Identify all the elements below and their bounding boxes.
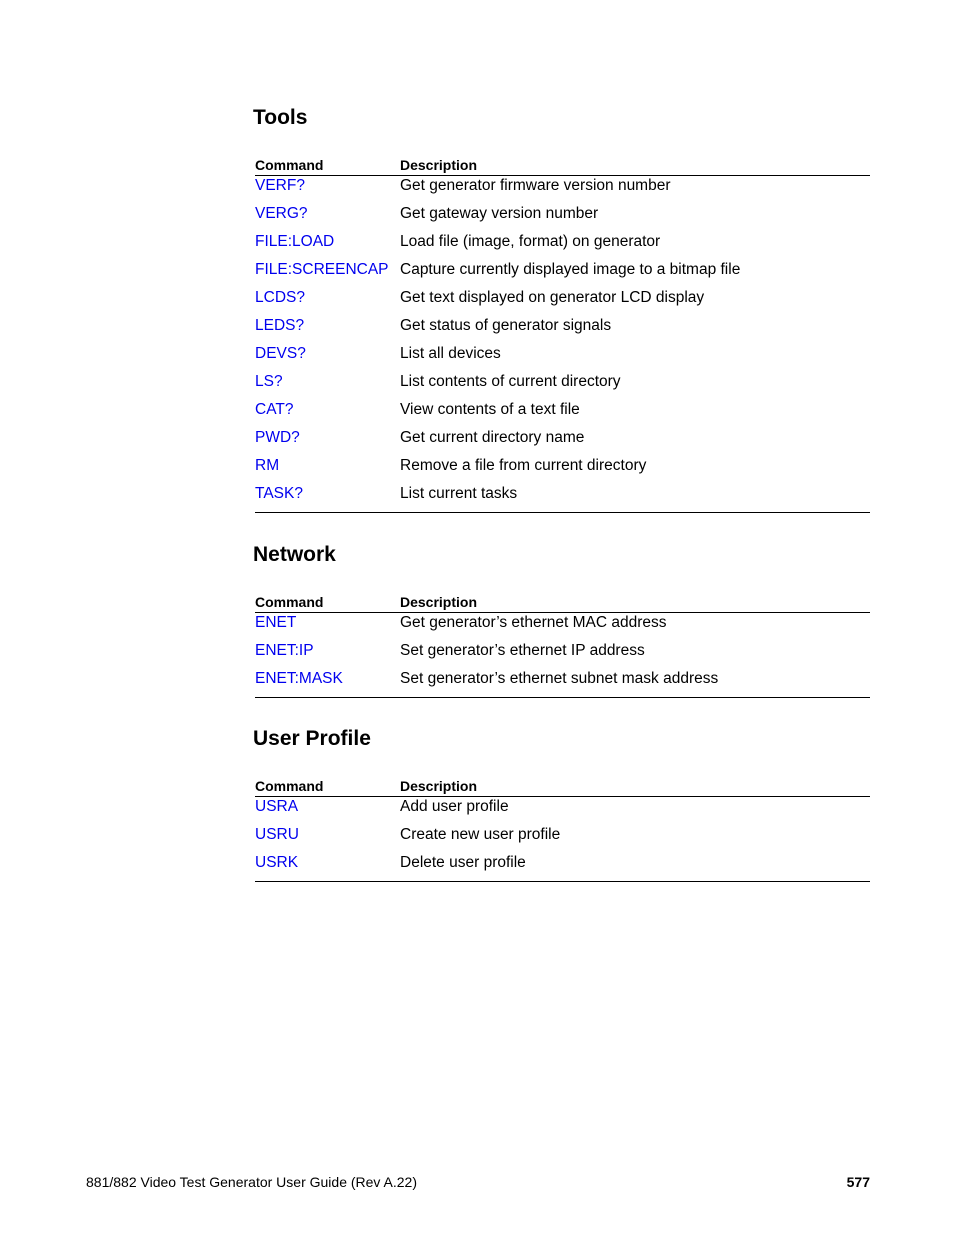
table-header-row: [255, 777, 870, 797]
command-link-verf[interactable]: VERF?: [255, 177, 305, 194]
column-header-command: Command: [255, 777, 400, 797]
command-link-usrk[interactable]: USRK: [255, 854, 299, 871]
section-title-network: Network: [253, 543, 336, 566]
command-link-cat[interactable]: CAT?: [255, 401, 294, 418]
table-row: [255, 232, 870, 260]
table-row: [255, 400, 870, 428]
command-link-verg[interactable]: VERG?: [255, 205, 308, 222]
section-title-user-profile: User Profile: [253, 727, 371, 750]
command-link-enet-ip[interactable]: ENET:IP: [255, 642, 314, 659]
table-row: [255, 428, 870, 456]
command-link-usra[interactable]: USRA: [255, 798, 299, 815]
table-row: [255, 641, 870, 669]
table-row: [255, 456, 870, 484]
table-header-row: [255, 156, 870, 176]
command-description: Create new user profile: [400, 826, 561, 843]
table-row: [255, 669, 870, 698]
command-link-ls[interactable]: LS?: [255, 373, 283, 390]
command-link-task[interactable]: TASK?: [255, 485, 303, 502]
command-link-usru[interactable]: USRU: [255, 826, 299, 843]
column-header-description: Description: [400, 593, 870, 613]
command-link-devs[interactable]: DEVS?: [255, 345, 306, 362]
table-header-row: [255, 593, 870, 613]
command-link-leds[interactable]: LEDS?: [255, 317, 305, 334]
command-description: Get generator’s ethernet MAC address: [400, 614, 667, 631]
command-description: Delete user profile: [400, 853, 870, 882]
column-header-description: Description: [400, 156, 870, 176]
table-row: [255, 176, 870, 205]
column-header-command: Command: [255, 593, 400, 613]
command-description: Capture currently displayed image to a bitmap file: [400, 261, 741, 278]
command-description: Get current directory name: [400, 429, 585, 446]
section-title-tools: Tools: [253, 106, 308, 129]
user-profile-section: [253, 727, 870, 871]
command-link-enet-mask[interactable]: ENET:MASK: [255, 670, 343, 687]
table-row: [255, 613, 870, 642]
table-row: [255, 344, 870, 372]
network-section: [253, 543, 870, 687]
command-description: Set generator’s ethernet IP address: [400, 642, 645, 659]
command-description: Remove a file from current directory: [400, 457, 647, 474]
table-row: [255, 853, 870, 882]
command-description: List all devices: [400, 345, 501, 362]
table-row: [255, 825, 870, 853]
column-header-command: Command: [255, 156, 400, 176]
table-row: [255, 797, 870, 826]
table-row: [255, 484, 870, 513]
command-link-enet[interactable]: ENET: [255, 614, 297, 631]
column-header-description: Description: [400, 777, 870, 797]
command-description: Get status of generator signals: [400, 317, 612, 334]
table-row: [255, 204, 870, 232]
command-link-file-load[interactable]: FILE:LOAD: [255, 233, 335, 250]
command-description: Set generator’s ethernet subnet mask address: [400, 669, 870, 698]
command-description: List contents of current directory: [400, 373, 621, 390]
table-row: [255, 260, 870, 288]
tools-command-table: [255, 156, 870, 513]
footer-guide-title: 881/882 Video Test Generator User Guide (Rev A.22): [86, 1174, 418, 1190]
command-link-rm[interactable]: RM: [255, 457, 280, 474]
network-command-table: [255, 593, 870, 698]
command-description: Get text displayed on generator LCD display: [400, 289, 705, 306]
command-description: List current tasks: [400, 484, 870, 513]
command-link-file-screencap[interactable]: FILE:SCREENCAP: [255, 261, 389, 278]
tools-section: [253, 106, 870, 502]
user-profile-command-table: [255, 777, 870, 882]
command-link-pwd[interactable]: PWD?: [255, 429, 300, 446]
footer-page-number: 577: [846, 1174, 870, 1190]
table-row: [255, 316, 870, 344]
table-row: [255, 288, 870, 316]
command-link-lcds[interactable]: LCDS?: [255, 289, 305, 306]
command-description: Add user profile: [400, 798, 509, 815]
command-description: Get generator firmware version number: [400, 177, 671, 194]
table-row: [255, 372, 870, 400]
command-description: Get gateway version number: [400, 205, 599, 222]
command-description: Load file (image, format) on generator: [400, 233, 661, 250]
command-description: View contents of a text file: [400, 401, 580, 418]
